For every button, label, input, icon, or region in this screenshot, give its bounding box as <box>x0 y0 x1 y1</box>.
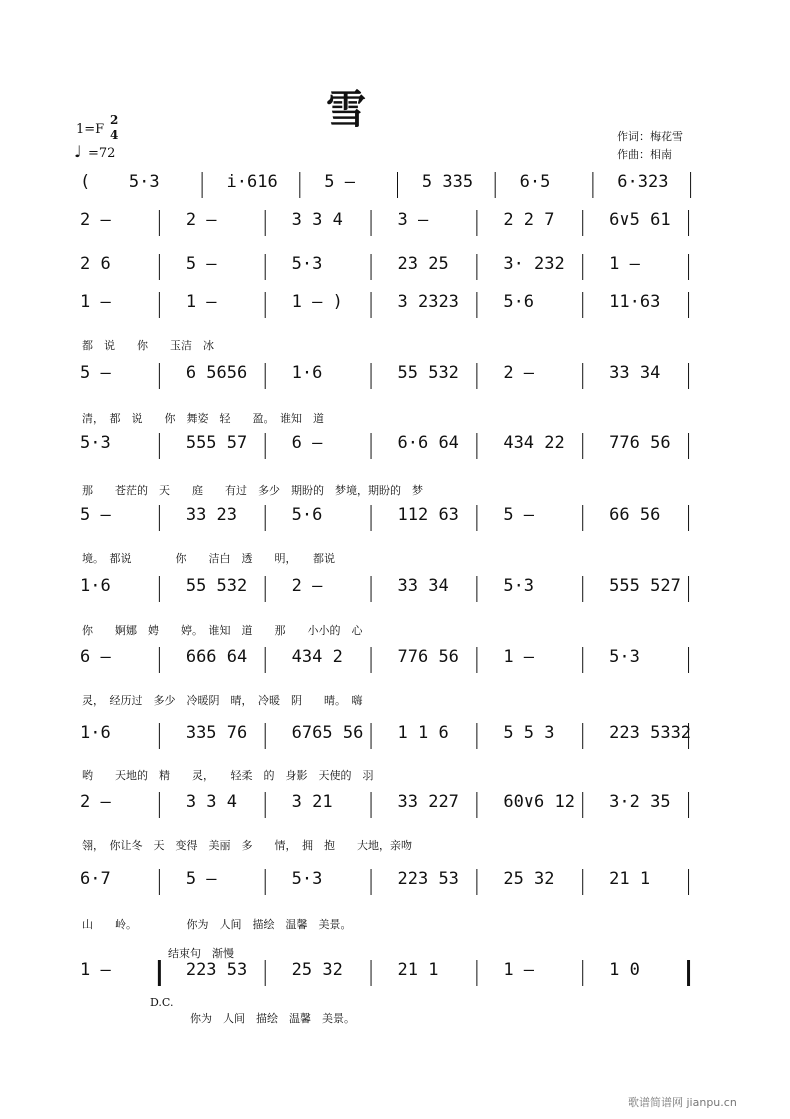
notation-measure: 5·3 <box>503 576 535 596</box>
notation-measure: 5 – <box>185 254 217 274</box>
notation-measure: 5·3 <box>128 172 160 192</box>
notation-measure: 11·63 <box>609 292 661 312</box>
notation-measure: 2 – <box>80 792 111 812</box>
notation-measure: 5 – <box>503 505 535 525</box>
notation-measure: 5·3 <box>609 647 640 667</box>
notation-measure: 2 6 <box>80 254 111 274</box>
notation-measure: 6·323 <box>617 172 669 192</box>
notation-measure: 1 – ) <box>291 292 343 312</box>
notation-measure: 1·6 <box>80 723 111 743</box>
notation-measure: 2 – <box>291 576 323 596</box>
lyric-line: 你为 人间 描绘 温馨 美景。 <box>190 1012 355 1025</box>
lyric-line: 境。 都说 你 洁白 透 明， 都说 <box>82 552 335 565</box>
notation-measure: 21 1 <box>397 960 439 980</box>
notation-measure: 555 527 <box>609 576 681 596</box>
notation-measure: 434 22 <box>503 433 565 453</box>
notation-measure: 223 5332 <box>609 723 692 743</box>
notation-measure: 60∨6 12 <box>503 792 575 812</box>
notation-measure: 776 56 <box>609 433 671 453</box>
song-title: 雪 <box>326 86 366 133</box>
lyric-line: 都 说 你 玉洁 冰 <box>82 339 214 352</box>
notation-measure: 25 32 <box>291 960 343 980</box>
notation-measure: 3 3 4 <box>291 210 343 230</box>
notation-measure: 3· 232 <box>503 254 565 274</box>
notation-measure: 3 3 4 <box>185 792 238 812</box>
notation-measure: 21 1 <box>609 869 651 889</box>
notation-measure: 5·6 <box>503 292 535 312</box>
notation-measure: 6 – <box>291 433 323 453</box>
lyricist-credit: 作词：梅花雪 <box>617 130 683 143</box>
key-signature: 1=F <box>76 122 105 137</box>
notation-measure: 1 – <box>503 960 535 980</box>
notation-measure: 5 – <box>80 505 111 525</box>
notation-measure: 776 56 <box>397 647 459 667</box>
notation-measure: 3·2 35 <box>609 792 671 812</box>
composer-credit: 作曲：相南 <box>617 148 672 161</box>
notation-measure: 33 34 <box>609 363 661 383</box>
notation-measure: ( <box>80 172 91 192</box>
notation-measure: 5 – <box>324 172 355 192</box>
lyric-line: 清， 都 说 你 舞姿 轻 盈。 谁知 道 <box>82 412 324 425</box>
notation-measure: 2 – <box>80 210 111 230</box>
lyric-line: 哟 天地的 精 灵， 轻柔 的 身影 天使的 羽 <box>82 769 374 782</box>
notation-measure: 33 34 <box>397 576 449 596</box>
notation-measure: 1 – <box>80 960 111 980</box>
notation-measure: 5 5 3 <box>503 723 555 743</box>
notation-measure: 5 335 <box>421 172 474 192</box>
notation-measure: 6·6 64 <box>397 433 459 453</box>
notation-measure: 2 2 7 <box>503 210 555 230</box>
notation-measure: 6765 56 <box>291 723 364 743</box>
notation-measure: 6·5 <box>519 172 551 192</box>
lyric-line: 那 苍茫的 天 庭 有过 多少 期盼的 梦境，期盼的 梦 <box>82 484 423 497</box>
notation-measure: 5 – <box>80 363 111 383</box>
notation-measure: 1 0 <box>609 960 640 980</box>
lyric-line: 翎， 你让冬 天 变得 美丽 多 情， 拥 抱 大地，亲吻 <box>82 839 412 852</box>
notation-measure: 1·6 <box>291 363 323 383</box>
notation-measure: 223 53 <box>185 960 248 980</box>
notation-measure: 33 23 <box>185 505 238 525</box>
ending-phrase-marking: 结束句 渐慢 <box>168 947 234 960</box>
notation-measure: 55 532 <box>185 576 248 596</box>
notation-measure: 1 – <box>609 254 640 274</box>
notation-measure: 2 – <box>503 363 535 383</box>
notation-measure: 1 – <box>80 292 111 312</box>
lyric-line: 你 婀娜 娉 婷。 谁知 道 那 小小的 心 <box>82 624 363 637</box>
tempo-marking: =72 <box>88 146 116 161</box>
notation-measure: 1 – <box>185 292 217 312</box>
lyric-line: 灵， 经历过 多少 冷暖阴 晴， 冷暖 阴 晴。 嗨 <box>82 694 363 707</box>
notation-measure: 6 – <box>80 647 111 667</box>
notation-measure: 3 2323 <box>397 292 459 312</box>
watermark: 歌谱简谱网 jianpu.cn <box>628 1096 737 1109</box>
notation-measure: 223 53 <box>397 869 459 889</box>
notation-measure: 666 64 <box>185 647 248 667</box>
notation-measure: 3 – <box>397 210 429 230</box>
lyric-line: 山 岭。 你为 人间 描绘 温馨 美景。 <box>82 918 352 931</box>
notation-measure: 1·6 <box>80 576 111 596</box>
notation-measure: 112 63 <box>397 505 459 525</box>
notation-measure: 55 532 <box>397 363 459 383</box>
dc-marking: D.C. <box>150 996 174 1009</box>
notation-measure: 66 56 <box>609 505 661 525</box>
notation-measure: 6∨5 61 <box>609 210 671 230</box>
notation-measure: i·616 <box>226 172 278 192</box>
notation-measure: 33 227 <box>397 792 459 812</box>
notation-measure: 3 21 <box>291 792 333 812</box>
notation-measure: 2 – <box>185 210 217 230</box>
time-signature-bottom: 4 <box>110 128 119 142</box>
notation-measure: 1 1 6 <box>397 723 449 743</box>
notation-measure: 6·7 <box>80 869 111 889</box>
time-signature-top: 2 <box>110 113 119 127</box>
notation-measure: 23 25 <box>397 254 449 274</box>
notation-measure: 5·3 <box>291 254 323 274</box>
notation-measure: 25 32 <box>503 869 555 889</box>
notation-measure: 5·3 <box>291 869 323 889</box>
quarter-note-icon: ♩ <box>74 142 82 161</box>
notation-measure: 434 2 <box>291 647 343 667</box>
notation-measure: 1 – <box>503 647 535 667</box>
notation-measure: 5 – <box>185 869 217 889</box>
notation-measure: 555 57 <box>185 433 248 453</box>
notation-measure: 335 76 <box>185 723 248 743</box>
notation-measure: 6 5656 <box>185 363 248 383</box>
notation-measure: 5·6 <box>291 505 323 525</box>
notation-measure: 5·3 <box>80 433 111 453</box>
